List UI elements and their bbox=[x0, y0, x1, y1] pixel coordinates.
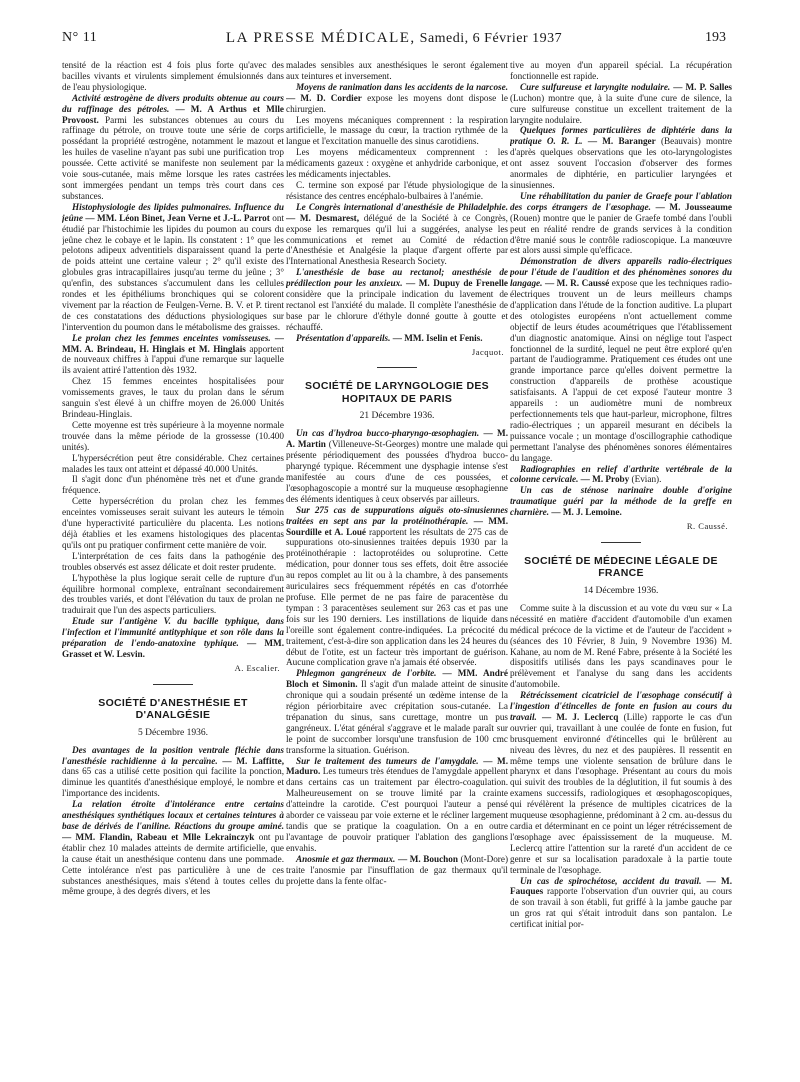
abstract: Un cas de spirochétose, accident du travail. — M. Fauques rapporte l'observation d'un ouvrier qui, au cours de son travail à son établi, fut griffé à la jambe gauche par un gros rat qui s'était introduit dans son pantalon. Le certificat initial por- bbox=[510, 875, 732, 930]
divider bbox=[153, 684, 193, 685]
abstract: Le prolan chez les femmes enceintes vomisseuses. — MM. A. Brindeau, H. Hinglais et M. Hinglais apportent de nouveaux chiffres à l'appui d'une remarque sur laquelle ils avaient attiré l'attention dès 1932. bbox=[62, 332, 284, 376]
paragraph: Comme suite à la discussion et au vote du vœu sur « La nécessité en matière d'accident d'automobile d'un examen médical précoce de la victime et de l'auteur de l'accident » (séances des 10 Février, 8 Juin, 9 Novembre 1936) M. Kahane, au nom de M. René Fabre, présente à la Société les dispositifs utilisés dans les pays scandinaves pour le prélèvement et l'analyse du sang dans les accidents d'automobile. bbox=[510, 602, 732, 690]
abstract: Un cas de sténose narinaire double d'origine traumatique guéri par la méthode de la greffe en charnière. — M. J. Lemoine. bbox=[510, 485, 732, 518]
paragraph: Les moyens médicamenteux comprennent : les médicaments gazeux : oxygène et anhydride carbonique, et les médicaments injectables. bbox=[286, 147, 508, 180]
abstract: Moyens de ranimation dans les accidents de la narcose. — M. D. Cordier expose les moyens dont dispose le chirurgien. bbox=[286, 81, 508, 114]
abstract: La relation étroite d'intolérance entre certains anesthésiques synthétiques locaux et certaines teintures à base de dérivés de l'aniline. Réactions du groupe aminé. — MM. Flandin, Rabeau et Mlle Lekrainczyk ont pu établir chez 10 malades atteints de dermite artificielle, que la cause était un anesthésique contenu dans une pommade. Cette intolérance n'est pas particulière à une de ces substances anesthésiques, mais s'étend à toutes celles du même groupe, à des degrés divers, et les bbox=[62, 799, 284, 897]
abstract: Anosmie et gaz thermaux. — M. Bouchon (Mont-Dore) traite l'anosmie par l'insufflation de gaz thermaux qu'il projette dans la fente olfac- bbox=[286, 853, 508, 886]
paragraph: Cette hypersécrétion du prolan chez les femmes enceintes vomisseuses serait suivant les auteurs le témoin d'une hyperactivité particulière du placenta. Les notions déjà établies et les examens histologiques des placentas qu'ils ont pu pratiquer confirment cette manière de voir. bbox=[62, 496, 284, 550]
column-3 bbox=[510, 60, 732, 1060]
abstract: Etude sur l'antigène V. du bacille typhique, dans l'infection et l'immunité antityphique et son rôle dans la préparation de l'endo-anatoxine typhique. — MM. Grasset et W. Lesvin. bbox=[62, 616, 284, 659]
section-title: SOCIÉTÉ DE MÉDECINE LÉGALE DE FRANCE bbox=[524, 554, 718, 580]
signature: R. Caussé. bbox=[686, 521, 728, 532]
abstract: L'anesthésie de base au rectanol; anesthésie de prédilection pour les anxieux. — M. Dupuy de Frenelle considère que la principale indication du lavement de rectanol est l'anxiété du malade. Il complète l'anesthésie de base par le chlorure d'éthyle donné goutte à goutte et réchauffé. bbox=[286, 267, 508, 332]
issue-number: N° 11 bbox=[62, 30, 98, 45]
abstract: Un cas d'hydroa bucco-pharyngo-œsophagien. — M. A. Martin (Villeneuve-St-Georges) montre une malade qui présente périodiquement des poussées d'hydroa bucco-pharyngé typique. Récemment une dysphagie intense s'est manifestée au cours d'une de ces poussées, et l'œsophagoscopie a montré sur la muqueuse œsophagienne des éléments identiques à ceux observés par ailleurs. bbox=[286, 428, 508, 504]
magazine-title: LA PRESSE MÉDICALE, bbox=[225, 30, 416, 46]
abstract: Histophysiologie des lipides pulmonaires. Influence du jeûne — MM. Léon Binet, Jean Verne et J.-L. Parrot ont étudié par l'histochimie les lipides du poumon au cours du jeûne chez le cobaye et le lapin. Ils constatent : 1° que les pelotons adipeux adventitiels disparaissent quand la perte de poids atteint une certaine valeur ; 2° qu'il existe des globules gras intracapillaires jusqu'au terme du jeûne ; 3° qu'enfin, des substances s'accumulent dans les cellules rondes et les épithéliums bronchiques qui se colorent vivement par la réaction de Feulgen-Verne. B. V. et P. tirent de ces constatations des déductions physiologiques sur l'intervention du poumon dans le métabolisme des graisses. bbox=[62, 201, 284, 332]
session-date: 14 Décembre 1936. bbox=[583, 585, 659, 596]
abstract: Le Congrès international d'anesthésie de Philadelphie. — M. Desmarest, délégué de la Société à ce Congrès, expose les remarques qu'il lui a suggérées, analyse les communications et remet au Comité de rédaction d'Anesthésie et Analgésie la plaque d'argent offerte par l'International Anesthesia Research Society. bbox=[286, 201, 508, 267]
abstract: Activité œstrogène de divers produits obtenue au cours du raffinage des pétroles. — M. A Arthus et Mlle Provoost. Parmi les substances obtenues au cours du raffinage du pétrole, on trouve toute une série de corps possédant la propriété œstrogène, notamment le mazout et les huiles de vaseline n'ayant pas subi une purification trop poussée. Cette activité se manifeste non seulement par la voie sous-cutanée, mais même lorsque les rates castrées sont immergées pendant un temps très court dans ces substances. bbox=[62, 92, 284, 201]
paragraph: L'hypothèse la plus logique serait celle de rupture d'un équilibre hormonal complexe, entraînant secondairement des troubles variés, et dont l'élévation du taux de prolan ne traduirait que l'un des aspects particuliers. bbox=[62, 572, 284, 616]
abstract: Démonstration de divers appareils radio-électriques pour l'étude de l'audition et des phénomènes sonores du langage. — M. R. Caussé expose que les techniques radio-électriques trouvent un de leurs meilleurs champs d'application dans l'étude de la fonction auditive. La plupart des otologistes européens n'ont actuellement comme objectif de leurs études acoumétriques que l'établissement d'un diagnostic anatomique. Ainsi on néglige tout l'aspect fonctionnel de la surdité, lequel ne peut être exploré qu'en partant de l'audiogramme. Pratiquement ces études ont une grande importance parce qu'elles doivent permettre la construction d'appareils de prothèse acoustique satisfaisants. A l'appui de cet exposé l'auteur montre 3 appareils : un audiomètre muni de nombreux perfectionnements tels que haut-parleur, microphone, filtres radio-électriques ; un appareil mesurant en décibels la puissance vocale ; un montage d'oscillographie cathodique permettant l'analyse des phénomènes sonores élémentaires du langage. bbox=[510, 256, 732, 463]
paragraph: L'interprétation de ces faits dans la pathogénie des troubles observés est assez délicate et doit rester prudente. bbox=[62, 550, 284, 572]
page-header bbox=[62, 30, 726, 52]
abstract: Rétrécissement cicatriciel de l'œsophage consécutif à l'ingestion d'étincelles de fonte en fusion au cours du travail. — M. J. Leclercq (Lille) rapporte le cas d'un ouvrier qui, travaillant à une coulée de fonte en fusion, fut brusquement environné d'étincelles qui le brûlèrent au niveau des lèvres, du nez et des paupières. Il ressentit en même temps une violente sensation de brûlure dans le pharynx et dans l'œsophage. Présentant au cours du mois qui suivit des troubles de la déglutition, il fut soumis à des examens successifs, radiologiques et œsophagoscopiques, qui révélèrent la présence de multiples cicatrices de la muqueuse œsophagienne, prédominant à 2 cm. au-dessus du cardia et déterminant en ce point un léger rétrécissement de l'œsophage avec épaississement de la muqueuse. M. Leclercq attire l'attention sur la rareté d'un accident de ce genre et sur sa localisation paradoxale à la partie toute terminale de l'œsophage. bbox=[510, 690, 732, 875]
abstract: Sur 275 cas de suppurations aiguës oto-sinusiennes traitées en sept ans par la protéinothérapie. — MM. Sourdille et A. Loué rapportent les résultats de 275 cas de suppurations oto-sinusiennes traitées depuis 1930 par la protéinothérapie : lactoprotéides ou soluprotine. Cette médication, pour donner tous ses effets, doit être associée au repos complet au lit ou à la chambre, à des pansements auriculaires secs fréquemment répétés en cas d'otorrhée profuse. Elle permet de ne pas faire de paracentèse du tympan : 3 paracentèses seulement sur 263 cas et pas une fois sur les 190 derniers. Les instillations de liquide dans l'oreille sont également contre-indiquées. La précocité du traitement, c'est-à-dire son application dans les 24 heures du début de l'otite, est un facteur très important de guérison. Aucune complication grave n'a jamais été observée. bbox=[286, 504, 508, 668]
section-title: SOCIÉTÉ D'ANESTHÉSIE ET D'ANALGÉSIE bbox=[98, 696, 248, 722]
column-1 bbox=[62, 60, 284, 1060]
abstract: Sur le traitement des tumeurs de l'amygdale. — M. Maduro. Les tumeurs très étendues de l'amygdale appellent dans certains cas un traitement par électro-coagulation. Malheureusement on se trouve limité par la crainte d'atteindre la carotide. C'est pourquoi l'auteur a pensé aborder ce vaisseau par voie externe et le récliner largement tandis que se pratique la coagulation. On a en outre l'avantage de pouvoir pratiquer l'ablation des ganglions envahis. bbox=[286, 755, 508, 853]
paragraph: L'hypersécrétion peut être considérable. Chez certaines malades les taux ont atteint et dépassé 40.000 Unités. bbox=[62, 452, 284, 474]
paragraph: C. termine son exposé par l'étude physiologique de la résistance des centres encéphalo-bulbaires à l'anémie. bbox=[286, 179, 508, 201]
issue-date: Samedi, 6 Février 1937 bbox=[419, 31, 563, 46]
paragraph: malades sensibles aux anesthésiques le seront également aux teintures et inversement. bbox=[286, 60, 508, 81]
abstract: Quelques formes particulières de diphtérie dans la pratique O. R. L. — M. Baranger (Beauvais) montre d'après quelques observations que les oto-laryngologistes ont assez souvent l'occasion d'observer des formes anormales de diphtérie, en particulier laryngées et sinusiennes. bbox=[510, 125, 732, 190]
abstract: Des avantages de la position ventrale fléchie dans l'anesthésie rachidienne à la percaïne. — M. Laffitte, dans 65 cas a utilisé cette position qui facilite la ponction, diminue les quantités d'anesthésique employé, le nombre et l'importance des incidents. bbox=[62, 744, 284, 799]
paragraph: tive au moyen d'un appareil spécial. La récupération fonctionnelle est rapide. bbox=[510, 60, 732, 81]
paragraph: Chez 15 femmes enceintes hospitalisées pour vomissements graves, le taux du prolan dans le sérum sanguin s'est élevé à un chiffre moyen de 26.000 Unités Brindeau-Hinglais. bbox=[62, 376, 284, 419]
signature: A. Escalier. bbox=[234, 662, 280, 673]
session-date: 5 Décembre 1936. bbox=[138, 727, 208, 738]
signature: Jacquot. bbox=[471, 346, 504, 357]
abstract: Présentation d'appareils. — MM. Iselin et Fenis. bbox=[296, 332, 483, 343]
column-2 bbox=[286, 60, 508, 1060]
session-date: 21 Décembre 1936. bbox=[359, 411, 435, 422]
divider bbox=[601, 542, 641, 543]
paragraph: Il s'agit donc d'un phénomène très net et d'une grande fréquence. bbox=[62, 474, 284, 496]
page-number: 193 bbox=[705, 30, 726, 45]
paragraph: Les moyens mécaniques comprennent : la respiration artificielle, le massage du cœur, la traction rythmée de la langue et l'excitation manuelle des sinus carotidiens. bbox=[286, 114, 508, 147]
abstract: Une réhabilitation du panier de Graefe pour l'ablation des corps étrangers de l'œsophage. — M. Jousseaume (Rouen) montre que le panier de Graefe tombé dans l'oubli peut en réalité rendre de grands services à la condition d'être manié sous le contrôle radioscopique. La manœuvre est alors aussi simple qu'efficace. bbox=[510, 190, 732, 256]
section-title: SOCIÉTÉ DE LARYNGOLOGIE DES HOPITAUX DE PARIS bbox=[305, 380, 489, 405]
paragraph: tensité de la réaction est 4 fois plus forte qu'avec des bacilles vivants et virulents simplement émulsionnés dans de l'eau physiologique. bbox=[62, 60, 284, 92]
abstract: Radiographies en relief d'arthrite vertébrale de la colonne cervicale. — M. Proby (Evian). bbox=[510, 463, 732, 485]
abstract: Phlegmon gangréneux de l'orbite. — MM. André Bloch et Simonin. Il s'agit d'un malade atteint de sinusite chronique qui a soudain présenté un œdème intense de la région périorbitaire avec crépitation sous-cutanée. La trépanation du sinus, sans curettage, montre un pus gangréneux. L'état général s'aggrave et le malade paraît sur le point de succomber lorsqu'une transfusion de 100 cmc transforme la situation. Guérison. bbox=[286, 668, 508, 755]
paragraph: Cette moyenne est très supérieure à la moyenne normale trouvée dans la même période de la grossesse (10.400 unités). bbox=[62, 419, 284, 452]
abstract: Cure sulfureuse et laryngite nodulaire. — M. P. Salles (Luchon) montre que, à la suite d'une cure de silence, la cure sulfureuse constitue un excellent traitement de la laryngite nodulaire. bbox=[510, 81, 732, 125]
divider bbox=[377, 367, 417, 368]
